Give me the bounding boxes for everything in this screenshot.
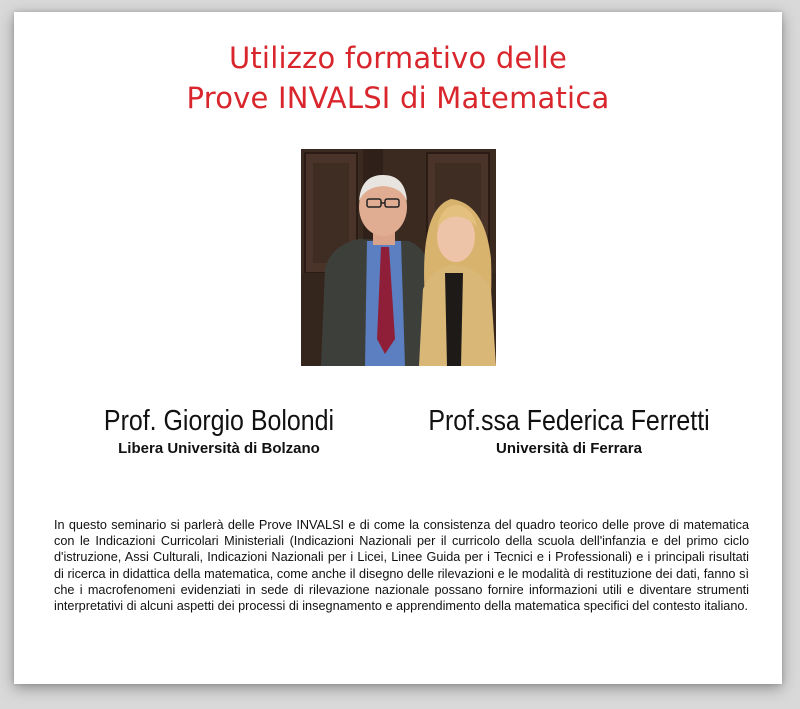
flyer-card [14,12,782,684]
speaker-2-name: Prof.ssa Federica Ferretti [428,405,710,437]
flyer-title [14,38,782,118]
speaker-2-affiliation: Università di Ferrara [496,440,642,457]
speaker-1-name: Prof. Giorgio Bolondi [103,405,335,437]
title-line-2: Prove INVALSI di Matematica [186,81,610,115]
title-line-1: Utilizzo formativo delle [228,41,568,75]
speakers-photo [301,149,496,366]
speaker-1-affiliation: Libera Università di Bolzano [118,440,320,457]
speaker-2 [404,404,734,457]
seminar-description: In questo seminario si parlerà delle Prove INVALSI e di come la consistenza del quadro teorico delle prove di matematica con le Indicazioni Curricolari Ministeriali (Indicazioni Nazionali per il curricolo della scuola dell'infanzia e del primo ciclo d'istruzione, Assi Culturali, Indicazioni Nazionali per i Licei, Linee Guida per i Tecnici e i Professionali) e i principali risultati di ricerca in didattica della matematica, come anche il disegno delle rilevazioni e le modalità di restituzione dei dati, fanno sì che i macrofenomeni evidenziati in sede di rilevazione nazionale possano fornire informazioni utili e diventare strumenti interpretativi di alcuni aspetti dei processi di insegnamento e apprendimento della matematica specifici del contesto italiano. [54,518,749,614]
speaker-1 [74,404,364,457]
